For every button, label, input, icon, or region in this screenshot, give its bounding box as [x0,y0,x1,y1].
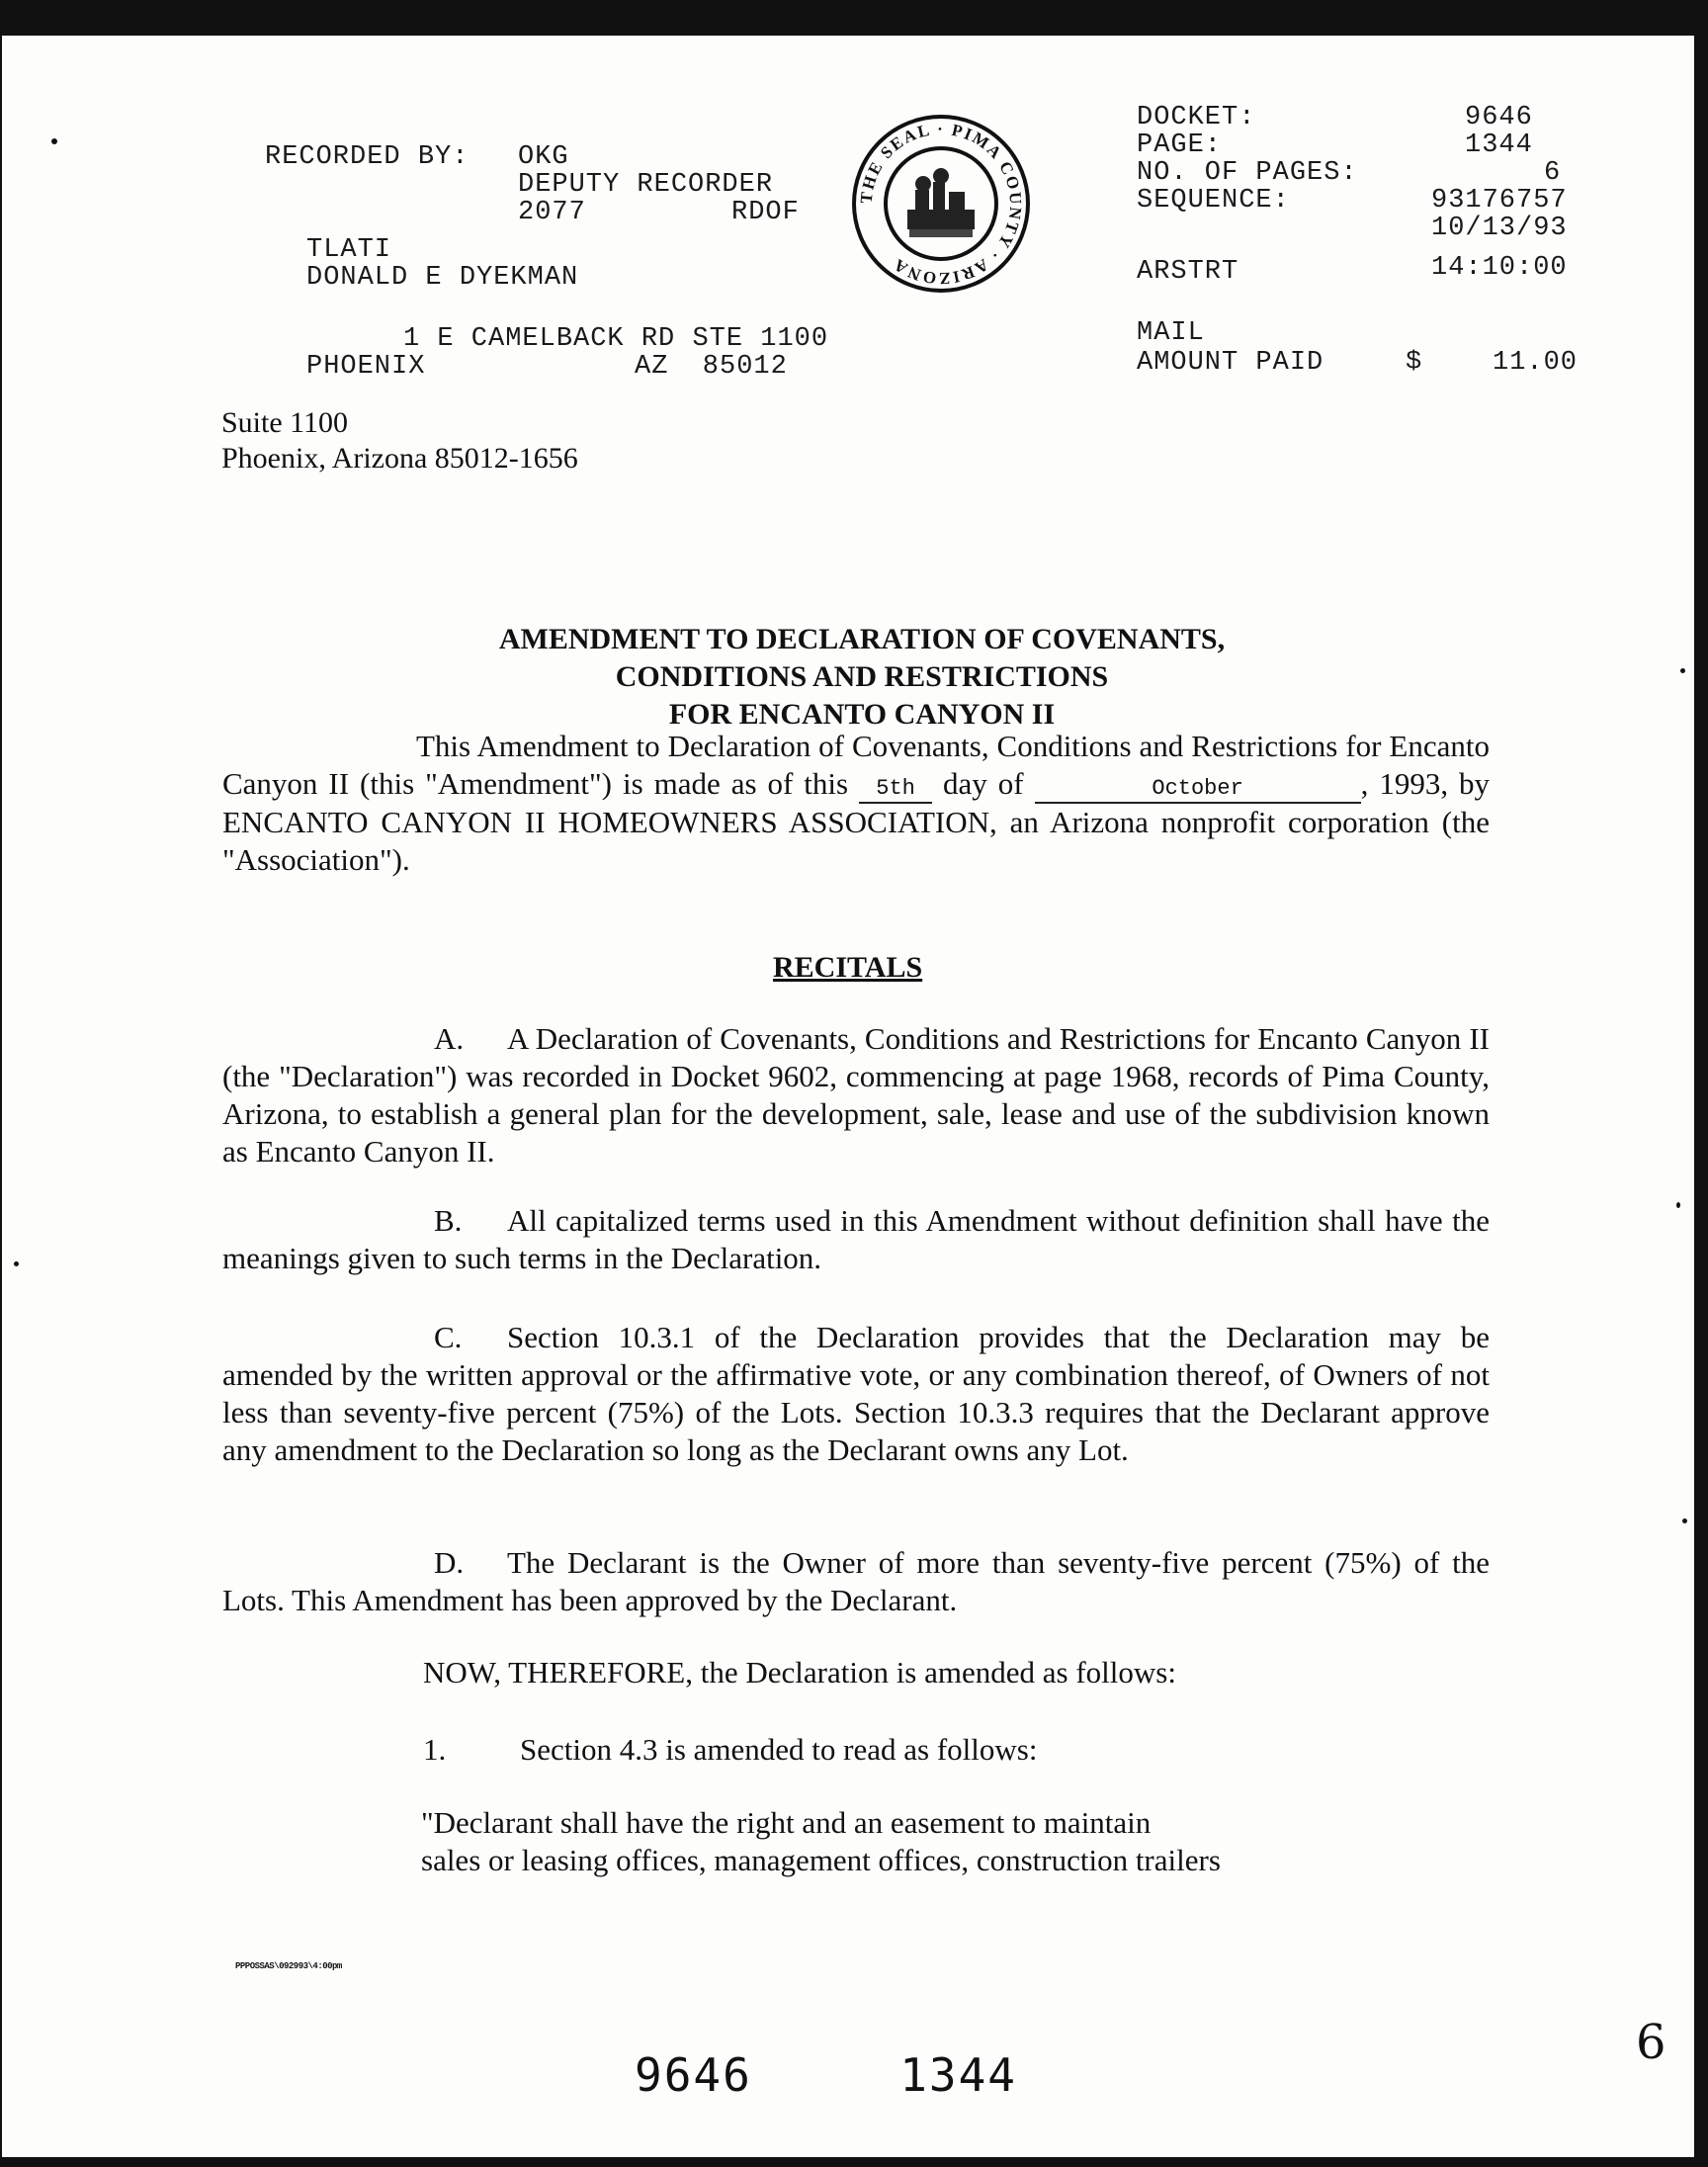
amount-paid: 11.00 [1493,348,1579,378]
recorder-rdof: RDOF [731,198,800,227]
sequence-number: 93176757 [1431,186,1568,216]
recipient-street: 1 E CAMELBACK RD STE 1100 [403,324,829,354]
title-line-2: CONDITIONS AND RESTRICTIONS [615,660,1109,693]
amount-label: AMOUNT PAID [1137,348,1324,378]
sequence-label: SEQUENCE: [1137,186,1290,216]
recital-letter: A. [434,1021,465,1056]
quote-line-2: sales or leasing offices, management offices, construction trailers [421,1843,1221,1877]
recital-letter: D. [434,1545,465,1580]
title-line-3: FOR ENCANTO CANYON II [668,698,1056,731]
recital-b [222,1202,1490,1277]
deputy-recorder: DEPUTY RECORDER [518,170,774,200]
recipient-state-zip: AZ 85012 [635,352,788,382]
docket-number: 9646 [1465,103,1533,132]
intro-text-2: day of [943,766,1024,801]
document-page [2,36,1694,2157]
recorded-by-value: OKG [518,142,569,172]
recital-c [222,1319,1490,1469]
recital-d [222,1544,1490,1619]
mail-label: MAIL [1137,318,1205,348]
scan-speck [1680,668,1685,673]
scan-border-top [0,0,1708,36]
page-number: 1344 [1465,130,1533,160]
recital-text: The Declarant is the Owner of more than seventy-five percent (75%) of the Lots. This Amendment has been approved by the Declarant. [222,1545,1490,1617]
seal-icon [850,113,1032,295]
recipient-city: PHOENIX [306,352,426,382]
footer-code: PPPOSSAS\092993\4:00pm [235,1961,342,1971]
pages-label: NO. OF PAGES: [1137,158,1358,188]
intro-paragraph [222,728,1490,879]
arstrt-label: ARSTRT [1137,257,1239,287]
handwritten-page-mark: 6 [1636,2015,1666,2070]
item-1-number: 1. [423,1732,447,1767]
recorder-code: 2077 [518,198,586,227]
recital-text: Section 10.3.1 of the Declaration provides that the Declaration may be amended by the written approval or the affirmative vote, or any combination thereof, of Owners of not less than seventy-five percent (75%) of the Lots. Section 10.3.3 requires that the Declarant approve any amendment to the Declaration so long as the Declarant owns any Lot. [222,1320,1490,1467]
recital-letter: B. [434,1203,463,1238]
docket-stamp [635,2048,1017,2102]
pages-count: 6 [1544,158,1562,188]
scan-speck [1676,1202,1680,1208]
dollar-sign: $ [1406,348,1423,378]
document-title [224,621,1499,734]
scan-speck [51,138,57,144]
recital-a [222,1020,1490,1170]
stamp-docket: 9646 [635,2048,752,2102]
scan-speck [1682,1518,1687,1523]
page-label: PAGE: [1137,130,1223,160]
item-1-text: Section 4.3 is amended to read as follows: [520,1732,1038,1767]
seal-text: THE SEAL · PIMA COUNTY · ARIZONA [856,119,1026,289]
recital-letter: C. [434,1320,463,1354]
recital-text: A Declaration of Covenants, Conditions and Restrictions for Encanto Canyon II (the "Declaration") was recorded in Docket 9602, commencing at page 1968, records of Pima County, Arizona, to establish a general plan for the development, sale, lease and use of the subdivision known as Encanto Canyon II. [222,1021,1490,1169]
address-suite: Suite 1100 [221,406,349,439]
intro-month: October [1035,776,1361,804]
address-city: Phoenix, Arizona 85012-1656 [221,442,578,475]
pima-county-seal [850,113,1032,295]
recording-date: 10/13/93 [1431,214,1568,243]
recitals-heading: RECITALS [773,951,923,984]
recorder-tlati: TLATI [306,235,392,265]
recording-time: 14:10:00 [1431,253,1568,283]
recorded-by-label: RECORDED BY: [265,142,470,172]
now-therefore: NOW, THEREFORE, the Declaration is amended as follows: [423,1655,1176,1690]
recital-text: All capitalized terms used in this Amendment without definition shall have the meanings given to such terms in the Declaration. [222,1203,1490,1275]
docket-label: DOCKET: [1137,103,1256,132]
title-line-1: AMENDMENT TO DECLARATION OF COVENANTS, [498,623,1226,655]
intro-text-1: This Amendment to Declaration of Covenants, Conditions and Restrictions for Encanto Canyon II (this "Amendment") is made as of this [222,729,1490,801]
quote-line-1: "Declarant shall have the right and an easement to maintain [421,1805,1152,1840]
intro-day: 5th [859,776,932,804]
stamp-page: 1344 [899,2048,1017,2102]
scan-speck [14,1261,19,1266]
recipient-name: DONALD E DYEKMAN [306,263,579,293]
intro-text-3: , 1993, by ENCANTO CANYON II HOMEOWNERS ASSOCIATION, an Arizona nonprofit corporation (the "Association"). [222,766,1491,877]
